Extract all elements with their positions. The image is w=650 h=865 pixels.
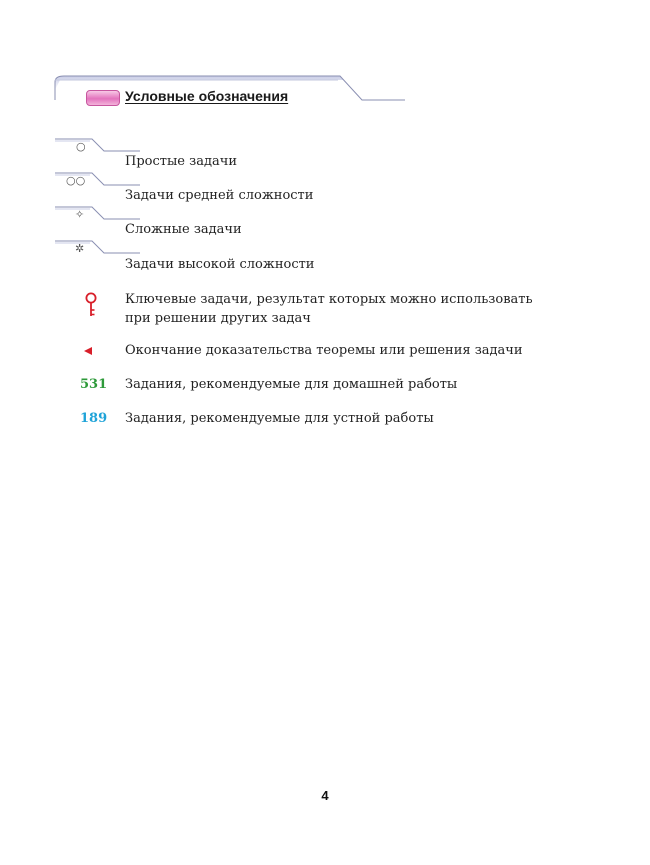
very-hard-task-icon: ✲ — [75, 242, 85, 255]
legend-label-oral: Задания, рекомендуемые для устной работы — [125, 411, 434, 426]
oral-marker: 189 — [80, 411, 108, 426]
legend-label-simple: Простые задачи — [125, 154, 237, 169]
header-decoration — [0, 0, 650, 130]
end-triangle-icon — [84, 347, 92, 355]
legend-label-key: Ключевые задачи, результат которых можно использовать при решении других задач — [125, 292, 533, 326]
homework-marker: 531 — [80, 377, 108, 392]
legend-label-end: Окончание доказательства теоремы или решения задачи — [125, 343, 523, 358]
medium-task-icon: ○○ — [66, 174, 86, 187]
legend-label-very-hard: Задачи высокой сложности — [125, 257, 315, 272]
key-icon — [84, 292, 98, 318]
section-header — [0, 0, 650, 130]
legend-label-hard: Сложные задачи — [125, 222, 242, 237]
page-title: Условные обозначения — [125, 88, 289, 104]
header-badge — [86, 90, 120, 106]
legend-label-homework: Задания, рекомендуемые для домашней работы — [125, 377, 458, 392]
hard-task-icon: ✧ — [75, 208, 85, 221]
legend-label-medium: Задачи средней сложности — [125, 188, 314, 203]
page-number: 4 — [321, 788, 329, 803]
simple-task-icon: ○ — [76, 140, 86, 153]
